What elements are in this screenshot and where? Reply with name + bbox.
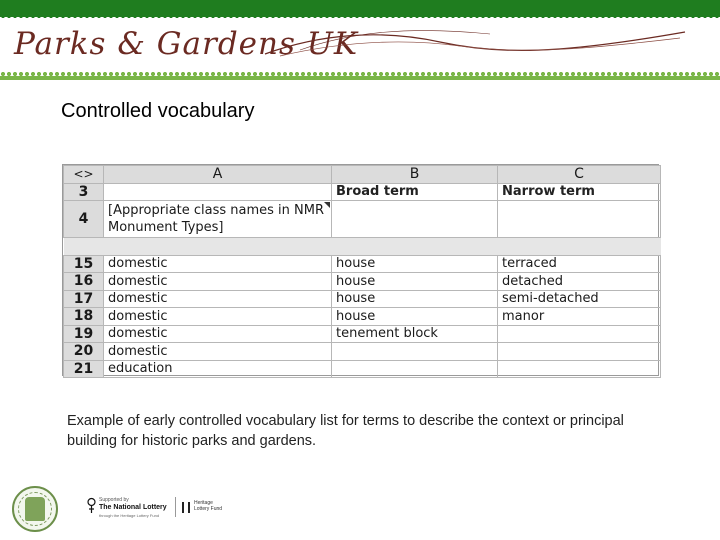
- sheet-row: [64, 290, 661, 308]
- cell-b: house: [332, 308, 498, 326]
- sheet-row: [64, 255, 661, 273]
- column-header-b: B: [332, 166, 498, 184]
- row-number: 21: [64, 360, 104, 378]
- sheet-row: [64, 343, 661, 361]
- sheet-row-4: [64, 201, 661, 238]
- header-banner: [0, 0, 720, 80]
- row-number: 16: [64, 273, 104, 291]
- sheet-row: [64, 308, 661, 326]
- image-caption: Example of early controlled vocabulary list for terms to describe the context or principal building for historic parks and gardens.: [67, 413, 624, 449]
- sheet-corner: <>: [64, 166, 104, 184]
- row-number: 15: [64, 255, 104, 273]
- cell-class-names-note: [Appropriate class names in NMR Monument Types]: [104, 201, 332, 238]
- cell-a: education: [104, 360, 332, 378]
- column-header-a: A: [104, 166, 332, 184]
- page-title: Controlled vocabulary: [61, 100, 255, 122]
- cell-c: [498, 325, 661, 343]
- row-number: 17: [64, 290, 104, 308]
- spreadsheet-image: [62, 164, 659, 376]
- cell-b: [332, 201, 498, 238]
- cell-a: domestic: [104, 290, 332, 308]
- row-number: 18: [64, 308, 104, 326]
- cell-b: [332, 343, 498, 361]
- logo-divider: [175, 497, 176, 517]
- cell-c: semi-detached: [498, 290, 661, 308]
- lottery-supported-text: Supported by: [99, 497, 129, 503]
- comment-marker-icon: [324, 202, 330, 208]
- cell-a: [104, 183, 332, 201]
- national-lottery-crossed-fingers-icon: [86, 497, 97, 515]
- cell-b: house: [332, 273, 498, 291]
- cell-a: domestic: [104, 273, 332, 291]
- sheet-row-3: [64, 183, 661, 201]
- banner-bottom-band: [0, 76, 720, 80]
- row-number: 19: [64, 325, 104, 343]
- cell-c: [498, 201, 661, 238]
- hidden-rows-divider: [64, 238, 661, 256]
- cell-c: terraced: [498, 255, 661, 273]
- lottery-subtext: through the Heritage Lottery Fund: [99, 513, 160, 518]
- cell-b: tenement block: [332, 325, 498, 343]
- cell-a: domestic: [104, 255, 332, 273]
- cell-broad-term-header: Broad term: [332, 183, 498, 201]
- tree-icon: [25, 497, 45, 521]
- cell-b: [332, 360, 498, 378]
- row-number: 3: [64, 183, 104, 201]
- cell-b: house: [332, 290, 498, 308]
- cell-c: [498, 360, 661, 378]
- cell-a: domestic: [104, 343, 332, 361]
- heritage-seal-logo: [12, 486, 58, 532]
- lottery-name: The National Lottery: [99, 504, 167, 511]
- cell-c: manor: [498, 308, 661, 326]
- site-logo-text: Parks & Gardens UK: [14, 26, 359, 62]
- hlf-text: Heritage Lottery Fund: [194, 500, 223, 512]
- cell-a: domestic: [104, 308, 332, 326]
- cell-c: [498, 343, 661, 361]
- column-header-c: C: [498, 166, 661, 184]
- cell-narrow-term-header: Narrow term: [498, 183, 661, 201]
- sheet-row: [64, 360, 661, 378]
- logo-swash-icon: [260, 24, 690, 64]
- row-number: 4: [64, 201, 104, 238]
- sheet-row: [64, 273, 661, 291]
- cell-b: house: [332, 255, 498, 273]
- hidden-rows-gap: [64, 238, 661, 256]
- banner-top-edge: [0, 13, 720, 19]
- row-number: 20: [64, 343, 104, 361]
- heritage-lottery-fund-icon: [182, 502, 190, 513]
- sheet-row: [64, 325, 661, 343]
- cell-a: domestic: [104, 325, 332, 343]
- cell-c: detached: [498, 273, 661, 291]
